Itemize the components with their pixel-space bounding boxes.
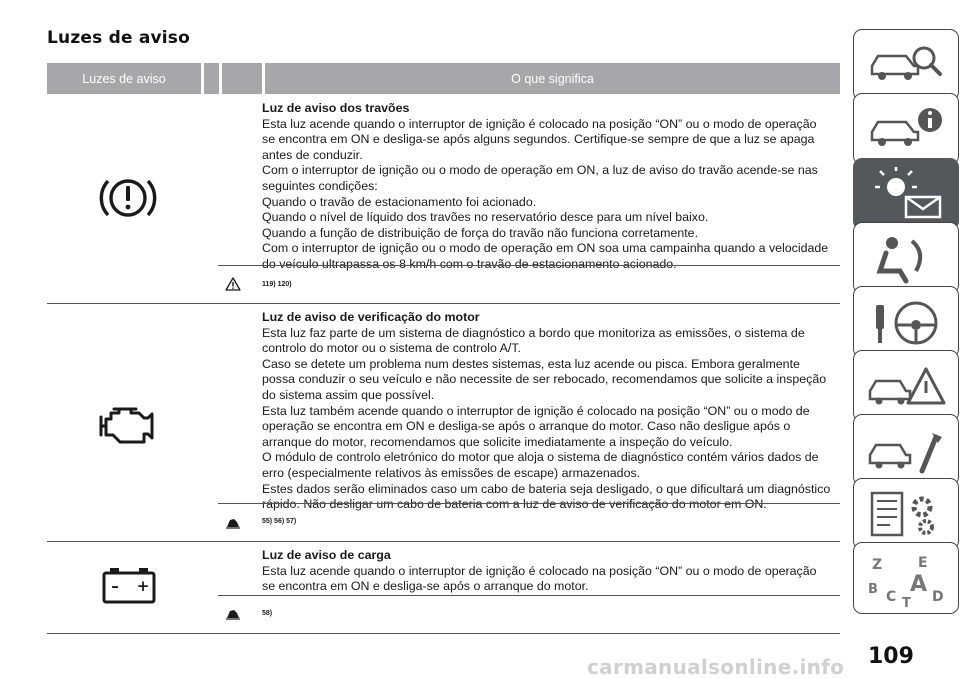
column-header-warning-lights: Luzes de aviso	[47, 63, 201, 94]
tab-car-search[interactable]	[853, 29, 959, 101]
battery-charge-icon	[101, 566, 157, 604]
section-line: Esta luz acende quando o interruptor de ignição é colocado na posição “ON” ou o modo de operação	[262, 563, 817, 578]
car-warning-triangle-icon	[866, 359, 948, 415]
section-line: operação se encontra em ON e desliga-se após o arranque do motor. Caso não desligue após o	[262, 419, 791, 434]
alphabet-index-icon	[866, 551, 948, 607]
section-line: O módulo de controlo eletrónico do motor que aloja o sistema de diagnóstico contém vários dados de	[262, 450, 819, 465]
tab-settings-list[interactable]	[853, 478, 959, 550]
divider	[218, 595, 840, 596]
index-letter: B	[868, 582, 878, 597]
service-hand-icon	[225, 606, 241, 620]
section-line: se encontra em ON e desliga-se após o arranque do motor.	[262, 579, 589, 594]
section-line: controlo do motor ou o sistema de controlo A/T.	[262, 341, 521, 356]
tab-seat-airbag[interactable]	[853, 222, 959, 294]
divider	[218, 503, 840, 504]
settings-list-icon	[866, 487, 948, 543]
page-number: 109	[868, 644, 914, 669]
engine-check-section	[262, 310, 840, 513]
engine-check-icon	[98, 403, 158, 449]
table-header	[47, 63, 840, 94]
divider	[47, 303, 840, 304]
index-letter: T	[902, 596, 911, 607]
section-line: Caso se detete um problema num destes sistemas, esta luz acende ou pisca. Embora geralmente	[262, 356, 800, 371]
section-line: do sistema assim que possível.	[262, 387, 435, 402]
column-header-spacer	[204, 63, 219, 94]
index-letter: C	[886, 589, 897, 605]
index-letter: Z	[872, 557, 883, 573]
tab-alphabetical-index[interactable]	[853, 542, 959, 614]
caution-triangle-icon	[225, 277, 241, 291]
seat-airbag-icon	[866, 231, 948, 287]
section-line: Estes dados serão eliminados caso um cabo de bateria seja desligado, o que dificultará um diagnóstico	[262, 481, 831, 496]
tab-car-service[interactable]	[853, 414, 959, 486]
notes-reference: 58)	[262, 610, 273, 617]
column-header-spacer	[222, 63, 262, 94]
divider	[218, 265, 840, 266]
car-service-icon	[866, 423, 948, 479]
section-line: antes de conduzir.	[262, 147, 363, 162]
tab-car-info[interactable]	[853, 93, 959, 165]
index-letter: A	[910, 572, 928, 597]
section-line: Quando o nível de líquido dos travões no reservatório desce para um nível baixo.	[262, 210, 709, 225]
service-hand-icon	[225, 515, 241, 529]
section-line: se encontra em ON e desliga-se após alguns segundos. Certifique-se sempre de que a luz se apaga	[262, 132, 815, 147]
section-line: erro (especialmente relativos às emissões de escape) armazenados.	[262, 465, 641, 480]
tab-steering-key[interactable]	[853, 286, 959, 358]
section-line: rápido. Não desligar um cabo de bateria com a luz de aviso de verificação do motor em ON.	[262, 497, 767, 512]
section-line: Esta luz acende quando o interruptor de ignição é colocado na posição “ON” ou o modo de operação	[262, 116, 817, 131]
section-line: possa conduzir o seu veículo e não necessite de ser rebocado, recomendamos que solicite a inspeção	[262, 372, 827, 387]
divider	[47, 541, 840, 542]
section-heading: Luz de aviso de verificação do motor	[262, 310, 480, 324]
battery-minus-label: –	[111, 577, 119, 595]
section-heading: Luz de aviso dos travões	[262, 101, 410, 115]
index-letter: E	[918, 555, 928, 571]
brake-warning-icon	[98, 172, 158, 224]
section-line: Quando o travão de estacionamento foi acionado.	[262, 194, 537, 209]
battery-charge-section	[262, 548, 840, 595]
warning-lights-icon	[866, 167, 948, 223]
car-search-icon	[866, 38, 948, 94]
notes-reference: 119) 120)	[262, 281, 292, 288]
column-header-meaning: O que significa	[265, 63, 840, 94]
divider	[47, 633, 840, 634]
section-line: Quando a função de distribuição de força do travão não funciona corretamente.	[262, 225, 699, 240]
index-letter: D	[932, 589, 944, 605]
section-line: arranque do motor, recomendamos que solicite imediatamente a inspeção do veículo.	[262, 434, 733, 449]
tab-car-warning-triangle[interactable]	[853, 350, 959, 422]
section-line: seguintes condições:	[262, 178, 378, 193]
section-heading: Luz de aviso de carga	[262, 548, 391, 562]
section-line: do veículo ultrapassa os 8 km/h com o travão de estacionamento acionado.	[262, 256, 677, 271]
section-line: Esta luz também acende quando o interruptor de ignição é colocado na posição “ON” ou o modo de	[262, 403, 810, 418]
tab-warning-lights[interactable]	[853, 158, 959, 230]
steering-key-icon	[866, 295, 948, 351]
section-line: Esta luz faz parte de um sistema de diagnóstico a bordo que monitoriza as emissões, o sistema de	[262, 325, 805, 340]
notes-reference: 55) 56) 57)	[262, 518, 297, 525]
car-info-icon	[866, 102, 948, 158]
page-title: Luzes de aviso	[47, 28, 190, 48]
brake-warning-section	[262, 101, 840, 273]
battery-plus-label: +	[136, 577, 150, 595]
section-line: Com o interruptor de ignição ou o modo de operação em ON, a luz de aviso do travão acende-se nas	[262, 163, 818, 178]
section-line: Com o interruptor de ignição ou o modo de operação em ON soa uma campainha quando a velocidade	[262, 241, 829, 256]
watermark: carmanualsonline.info	[587, 655, 845, 679]
